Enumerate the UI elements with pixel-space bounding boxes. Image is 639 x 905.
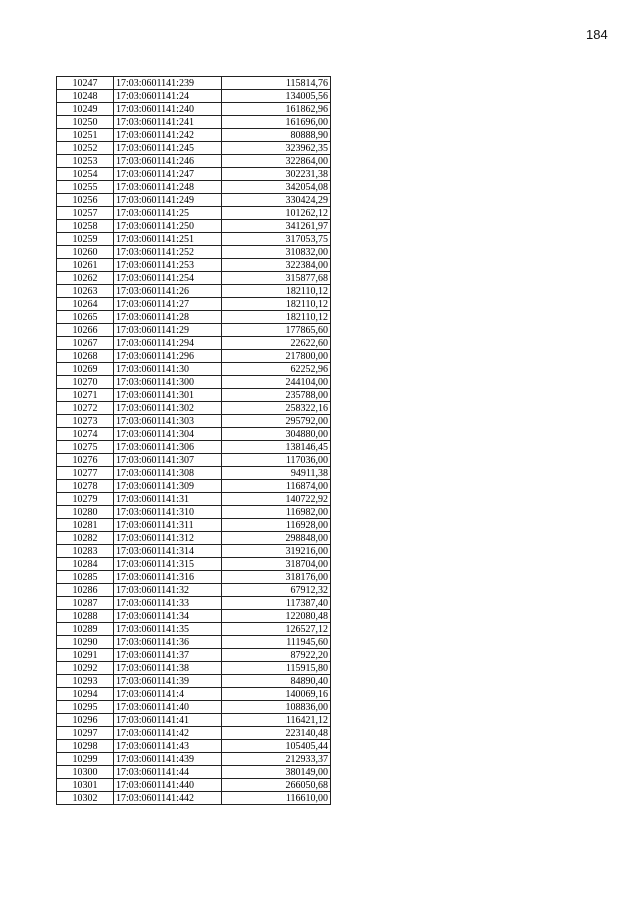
value-cell: 182110,12 <box>222 298 331 311</box>
cadastral-number-cell: 17:03:0601141:307 <box>114 454 222 467</box>
row-number-cell: 10281 <box>57 519 114 532</box>
row-number-cell: 10254 <box>57 168 114 181</box>
row-number-cell: 10265 <box>57 311 114 324</box>
cadastral-number-cell: 17:03:0601141:25 <box>114 207 222 220</box>
row-number-cell: 10274 <box>57 428 114 441</box>
value-cell: 134005,56 <box>222 90 331 103</box>
cadastral-number-cell: 17:03:0601141:247 <box>114 168 222 181</box>
row-number-cell: 10255 <box>57 181 114 194</box>
value-cell: 94911,38 <box>222 467 331 480</box>
row-number-cell: 10291 <box>57 649 114 662</box>
cadastral-number-cell: 17:03:0601141:29 <box>114 324 222 337</box>
table-row <box>57 454 331 467</box>
row-number-cell: 10247 <box>57 77 114 90</box>
table-row <box>57 363 331 376</box>
cadastral-number-cell: 17:03:0601141:242 <box>114 129 222 142</box>
row-number-cell: 10289 <box>57 623 114 636</box>
table-row <box>57 129 331 142</box>
value-cell: 108836,00 <box>222 701 331 714</box>
value-cell: 319216,00 <box>222 545 331 558</box>
value-cell: 182110,12 <box>222 285 331 298</box>
value-cell: 244104,00 <box>222 376 331 389</box>
row-number-cell: 10264 <box>57 298 114 311</box>
value-cell: 161862,96 <box>222 103 331 116</box>
table-row <box>57 727 331 740</box>
value-cell: 266050,68 <box>222 779 331 792</box>
table-row <box>57 376 331 389</box>
cadastral-number-cell: 17:03:0601141:254 <box>114 272 222 285</box>
row-number-cell: 10252 <box>57 142 114 155</box>
cadastral-number-cell: 17:03:0601141:253 <box>114 259 222 272</box>
table-row <box>57 792 331 805</box>
value-cell: 62252,96 <box>222 363 331 376</box>
cadastral-number-cell: 17:03:0601141:294 <box>114 337 222 350</box>
table-row <box>57 337 331 350</box>
table-row <box>57 324 331 337</box>
table-row <box>57 649 331 662</box>
cadastral-number-cell: 17:03:0601141:302 <box>114 402 222 415</box>
row-number-cell: 10249 <box>57 103 114 116</box>
cadastral-number-cell: 17:03:0601141:252 <box>114 246 222 259</box>
value-cell: 116874,00 <box>222 480 331 493</box>
value-cell: 322384,00 <box>222 259 331 272</box>
cadastral-number-cell: 17:03:0601141:300 <box>114 376 222 389</box>
value-cell: 67912,32 <box>222 584 331 597</box>
table-row <box>57 402 331 415</box>
row-number-cell: 10262 <box>57 272 114 285</box>
row-number-cell: 10275 <box>57 441 114 454</box>
row-number-cell: 10263 <box>57 285 114 298</box>
cadastral-number-cell: 17:03:0601141:314 <box>114 545 222 558</box>
row-number-cell: 10284 <box>57 558 114 571</box>
cadastral-number-cell: 17:03:0601141:4 <box>114 688 222 701</box>
table-row <box>57 428 331 441</box>
table-row <box>57 558 331 571</box>
row-number-cell: 10286 <box>57 584 114 597</box>
row-number-cell: 10296 <box>57 714 114 727</box>
cadastral-number-cell: 17:03:0601141:239 <box>114 77 222 90</box>
row-number-cell: 10277 <box>57 467 114 480</box>
cadastral-number-cell: 17:03:0601141:240 <box>114 103 222 116</box>
value-cell: 310832,00 <box>222 246 331 259</box>
cadastral-number-cell: 17:03:0601141:440 <box>114 779 222 792</box>
cadastral-number-cell: 17:03:0601141:35 <box>114 623 222 636</box>
cadastral-number-cell: 17:03:0601141:44 <box>114 766 222 779</box>
value-cell: 322864,00 <box>222 155 331 168</box>
row-number-cell: 10280 <box>57 506 114 519</box>
cadastral-number-cell: 17:03:0601141:309 <box>114 480 222 493</box>
value-cell: 212933,37 <box>222 753 331 766</box>
value-cell: 84890,40 <box>222 675 331 688</box>
value-cell: 380149,00 <box>222 766 331 779</box>
cadastral-number-cell: 17:03:0601141:249 <box>114 194 222 207</box>
cadastral-number-cell: 17:03:0601141:316 <box>114 571 222 584</box>
value-cell: 223140,48 <box>222 727 331 740</box>
cadastral-number-cell: 17:03:0601141:39 <box>114 675 222 688</box>
value-cell: 318704,00 <box>222 558 331 571</box>
table-row <box>57 311 331 324</box>
cadastral-number-cell: 17:03:0601141:439 <box>114 753 222 766</box>
row-number-cell: 10283 <box>57 545 114 558</box>
value-cell: 177865,60 <box>222 324 331 337</box>
cadastral-number-cell: 17:03:0601141:28 <box>114 311 222 324</box>
value-cell: 298848,00 <box>222 532 331 545</box>
table-row <box>57 571 331 584</box>
value-cell: 323962,35 <box>222 142 331 155</box>
cadastral-number-cell: 17:03:0601141:296 <box>114 350 222 363</box>
table-row <box>57 740 331 753</box>
value-cell: 140722,92 <box>222 493 331 506</box>
cadastral-number-cell: 17:03:0601141:36 <box>114 636 222 649</box>
value-cell: 161696,00 <box>222 116 331 129</box>
cadastral-number-cell: 17:03:0601141:442 <box>114 792 222 805</box>
row-number-cell: 10270 <box>57 376 114 389</box>
value-cell: 341261,97 <box>222 220 331 233</box>
cadastral-number-cell: 17:03:0601141:27 <box>114 298 222 311</box>
value-cell: 138146,45 <box>222 441 331 454</box>
table-row <box>57 415 331 428</box>
cadastral-number-cell: 17:03:0601141:241 <box>114 116 222 129</box>
value-cell: 115915,80 <box>222 662 331 675</box>
table-row <box>57 714 331 727</box>
cadastral-number-cell: 17:03:0601141:251 <box>114 233 222 246</box>
cadastral-number-cell: 17:03:0601141:31 <box>114 493 222 506</box>
cadastral-number-cell: 17:03:0601141:24 <box>114 90 222 103</box>
row-number-cell: 10297 <box>57 727 114 740</box>
row-number-cell: 10258 <box>57 220 114 233</box>
row-number-cell: 10260 <box>57 246 114 259</box>
cadastral-number-cell: 17:03:0601141:311 <box>114 519 222 532</box>
table-row <box>57 90 331 103</box>
row-number-cell: 10248 <box>57 90 114 103</box>
value-cell: 101262,12 <box>222 207 331 220</box>
value-cell: 342054,08 <box>222 181 331 194</box>
value-cell: 315877,68 <box>222 272 331 285</box>
row-number-cell: 10272 <box>57 402 114 415</box>
table-row <box>57 506 331 519</box>
table-row <box>57 636 331 649</box>
cadastral-number-cell: 17:03:0601141:315 <box>114 558 222 571</box>
row-number-cell: 10298 <box>57 740 114 753</box>
cadastral-number-cell: 17:03:0601141:304 <box>114 428 222 441</box>
value-cell: 295792,00 <box>222 415 331 428</box>
table-body <box>57 77 331 805</box>
row-number-cell: 10269 <box>57 363 114 376</box>
table-row <box>57 753 331 766</box>
table-row <box>57 584 331 597</box>
cadastral-number-cell: 17:03:0601141:312 <box>114 532 222 545</box>
cadastral-number-cell: 17:03:0601141:42 <box>114 727 222 740</box>
value-cell: 116928,00 <box>222 519 331 532</box>
value-cell: 117036,00 <box>222 454 331 467</box>
page-number: 184 <box>586 27 608 42</box>
value-cell: 116421,12 <box>222 714 331 727</box>
cadastral-number-cell: 17:03:0601141:250 <box>114 220 222 233</box>
row-number-cell: 10300 <box>57 766 114 779</box>
value-cell: 258322,16 <box>222 402 331 415</box>
cadastral-number-cell: 17:03:0601141:37 <box>114 649 222 662</box>
value-cell: 126527,12 <box>222 623 331 636</box>
table-row <box>57 350 331 363</box>
table-row <box>57 545 331 558</box>
table-row <box>57 623 331 636</box>
row-number-cell: 10302 <box>57 792 114 805</box>
cadastral-number-cell: 17:03:0601141:245 <box>114 142 222 155</box>
value-cell: 304880,00 <box>222 428 331 441</box>
row-number-cell: 10279 <box>57 493 114 506</box>
table-row <box>57 142 331 155</box>
table-row <box>57 532 331 545</box>
table-row <box>57 519 331 532</box>
row-number-cell: 10267 <box>57 337 114 350</box>
value-cell: 115814,76 <box>222 77 331 90</box>
cadastral-number-cell: 17:03:0601141:310 <box>114 506 222 519</box>
row-number-cell: 10295 <box>57 701 114 714</box>
table-row <box>57 181 331 194</box>
cadastral-number-cell: 17:03:0601141:306 <box>114 441 222 454</box>
value-cell: 80888,90 <box>222 129 331 142</box>
value-cell: 117387,40 <box>222 597 331 610</box>
row-number-cell: 10259 <box>57 233 114 246</box>
value-cell: 302231,38 <box>222 168 331 181</box>
table-row <box>57 779 331 792</box>
cadastral-number-cell: 17:03:0601141:303 <box>114 415 222 428</box>
row-number-cell: 10290 <box>57 636 114 649</box>
table-row <box>57 597 331 610</box>
cadastral-number-cell: 17:03:0601141:26 <box>114 285 222 298</box>
table-row <box>57 493 331 506</box>
row-number-cell: 10278 <box>57 480 114 493</box>
row-number-cell: 10251 <box>57 129 114 142</box>
table-row <box>57 285 331 298</box>
row-number-cell: 10287 <box>57 597 114 610</box>
cadastral-number-cell: 17:03:0601141:41 <box>114 714 222 727</box>
table-row <box>57 389 331 402</box>
cadastral-number-cell: 17:03:0601141:32 <box>114 584 222 597</box>
row-number-cell: 10285 <box>57 571 114 584</box>
row-number-cell: 10292 <box>57 662 114 675</box>
cadastral-number-cell: 17:03:0601141:301 <box>114 389 222 402</box>
table-row <box>57 272 331 285</box>
row-number-cell: 10276 <box>57 454 114 467</box>
row-number-cell: 10271 <box>57 389 114 402</box>
value-cell: 87922,20 <box>222 649 331 662</box>
table-row <box>57 766 331 779</box>
cadastral-number-cell: 17:03:0601141:246 <box>114 155 222 168</box>
table-row <box>57 467 331 480</box>
table-row <box>57 155 331 168</box>
row-number-cell: 10294 <box>57 688 114 701</box>
table-row <box>57 675 331 688</box>
table-row <box>57 168 331 181</box>
cadastral-number-cell: 17:03:0601141:248 <box>114 181 222 194</box>
row-number-cell: 10273 <box>57 415 114 428</box>
value-cell: 217800,00 <box>222 350 331 363</box>
value-cell: 317053,75 <box>222 233 331 246</box>
row-number-cell: 10288 <box>57 610 114 623</box>
value-cell: 116610,00 <box>222 792 331 805</box>
table-row <box>57 701 331 714</box>
cadastral-number-cell: 17:03:0601141:30 <box>114 363 222 376</box>
parcel-table <box>56 76 331 805</box>
row-number-cell: 10299 <box>57 753 114 766</box>
cadastral-number-cell: 17:03:0601141:38 <box>114 662 222 675</box>
row-number-cell: 10282 <box>57 532 114 545</box>
row-number-cell: 10293 <box>57 675 114 688</box>
cadastral-number-cell: 17:03:0601141:40 <box>114 701 222 714</box>
value-cell: 235788,00 <box>222 389 331 402</box>
cadastral-number-cell: 17:03:0601141:33 <box>114 597 222 610</box>
row-number-cell: 10257 <box>57 207 114 220</box>
table-row <box>57 220 331 233</box>
value-cell: 182110,12 <box>222 311 331 324</box>
row-number-cell: 10253 <box>57 155 114 168</box>
row-number-cell: 10268 <box>57 350 114 363</box>
value-cell: 318176,00 <box>222 571 331 584</box>
table-row <box>57 233 331 246</box>
cadastral-number-cell: 17:03:0601141:34 <box>114 610 222 623</box>
table-row <box>57 103 331 116</box>
table-row <box>57 116 331 129</box>
cadastral-number-cell: 17:03:0601141:308 <box>114 467 222 480</box>
value-cell: 140069,16 <box>222 688 331 701</box>
value-cell: 116982,00 <box>222 506 331 519</box>
row-number-cell: 10261 <box>57 259 114 272</box>
value-cell: 22622,60 <box>222 337 331 350</box>
value-cell: 330424,29 <box>222 194 331 207</box>
row-number-cell: 10266 <box>57 324 114 337</box>
table-row <box>57 259 331 272</box>
value-cell: 122080,48 <box>222 610 331 623</box>
table-row <box>57 298 331 311</box>
table-row <box>57 662 331 675</box>
table-row <box>57 246 331 259</box>
cadastral-number-cell: 17:03:0601141:43 <box>114 740 222 753</box>
table-row <box>57 480 331 493</box>
value-cell: 105405,44 <box>222 740 331 753</box>
table-row <box>57 610 331 623</box>
table-row <box>57 688 331 701</box>
table-row <box>57 77 331 90</box>
row-number-cell: 10301 <box>57 779 114 792</box>
table-row <box>57 441 331 454</box>
table-row <box>57 194 331 207</box>
table-row <box>57 207 331 220</box>
row-number-cell: 10250 <box>57 116 114 129</box>
value-cell: 111945,60 <box>222 636 331 649</box>
row-number-cell: 10256 <box>57 194 114 207</box>
